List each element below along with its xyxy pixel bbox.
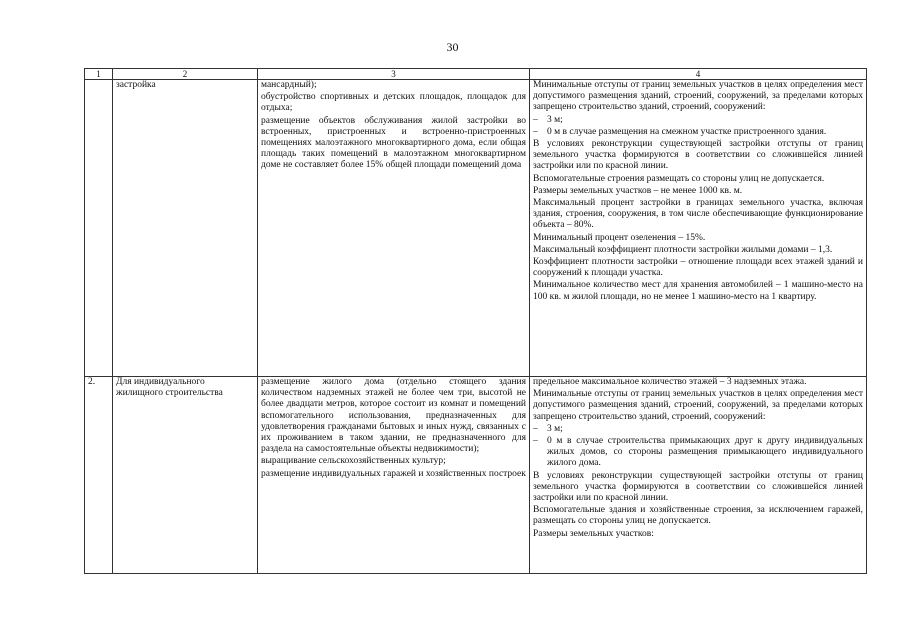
param-paragraph: В условиях реконструкции существующей застройки отступы от границ земельного участка формируются в соответствии со сложившейся линией застройки или по красной линии. bbox=[533, 139, 863, 172]
zone-type-cell bbox=[113, 377, 258, 574]
permitted-uses-cell bbox=[258, 80, 530, 377]
page-number: 30 bbox=[446, 40, 459, 54]
list-item bbox=[533, 127, 863, 138]
list-item-text: 0 м в случае строительства примыкающих друг к другу индивидуальных жилых домов, со стороны размещения примыкающего индивидуального жилого дома. bbox=[547, 436, 863, 469]
use-paragraph: размещение индивидуальных гаражей и хозяйственных построек bbox=[261, 468, 526, 479]
param-paragraph: Максимальный процент застройки в границах земельного участка, включая здания, строения, сооружения, в том числе обеспечивающие функционирование объекта – 80%. bbox=[533, 198, 863, 231]
param-paragraph: Коэффициент плотности застройки – отношение площади всех этажей зданий и сооружений к площади участка. bbox=[533, 257, 863, 279]
dash-marker: – bbox=[533, 436, 538, 447]
param-paragraph: Минимальный процент озеленения – 15%. bbox=[533, 232, 706, 243]
table-row bbox=[85, 80, 867, 377]
list-item bbox=[533, 436, 863, 470]
param-paragraph: В условиях реконструкции существующей застройки отступы от границ земельного участка формируются в соответствии со сложившейся линией застройки или по красной линии. bbox=[533, 470, 863, 504]
list-item bbox=[533, 424, 863, 435]
header-col-3: 3 bbox=[258, 69, 530, 80]
list-item-text: 3 м; bbox=[547, 114, 563, 125]
header-col-2: 2 bbox=[113, 69, 258, 80]
use-paragraph: выращивание сельскохозяйственных культур; bbox=[261, 456, 446, 467]
param-paragraph: Вспомогательные строения размещать со стороны улиц не допускается. bbox=[533, 173, 825, 184]
row-number bbox=[85, 80, 113, 377]
param-paragraph: Минимальные отступы от границ земельных участков в целях определения мест допустимого размещения зданий, строений, сооружений, за пределами которых запрещено строительство зданий, строений, сооружений: bbox=[533, 389, 863, 422]
param-paragraph: Минимальные отступы от границ земельных участков в целях определения мест допустимого размещения зданий, строений, сооружений, за пределами которых запрещено строительство зданий, строений, сооружений: bbox=[533, 80, 863, 113]
param-paragraph: Размеры земельных участков – не менее 1000 кв. м. bbox=[533, 185, 743, 196]
table-header-row bbox=[85, 69, 867, 80]
param-paragraph: Минимальное количество мест для хранения автомобилей – 1 машино-место на 100 кв. м жилой площади, но не менее 1 машино-место на 1 квартиру. bbox=[533, 280, 863, 302]
param-paragraph: Размеры земельных участков: bbox=[533, 528, 654, 539]
table-row bbox=[85, 377, 867, 574]
parameters-cell bbox=[530, 80, 867, 377]
use-paragraph: обустройство спортивных и детских площадок, площадок для отдыха; bbox=[261, 92, 526, 114]
row-number: 2. bbox=[85, 377, 113, 574]
zone-type: Для индивидуального жилищного строительства bbox=[116, 377, 223, 399]
parameters-cell bbox=[530, 377, 867, 574]
param-paragraph: Вспомогательные здания и хозяйственные строения, за исключением гаражей, размещать со стороны улиц не допускается. bbox=[533, 505, 863, 527]
param-paragraph: предельное максимальное количество этажей – 3 надземных этажа. bbox=[533, 377, 807, 387]
use-paragraph: мансардный); bbox=[261, 80, 317, 90]
list-item-text: 3 м; bbox=[547, 423, 563, 434]
zone-type: застройка bbox=[116, 80, 156, 90]
use-paragraph: размещение объектов обслуживания жилой застройки во встроенных, пристроенных и встроенно-пристроенных помещениях малоэтажного многоквартирного дома, если общая площадь таких помещений в малоэтажном многоквартирном доме не составляет более 15% общей площади помещений дома bbox=[261, 115, 526, 171]
list-item-text: 0 м в случае размещения на смежном участке пристроенного здания. bbox=[547, 126, 827, 137]
dash-marker: – bbox=[533, 423, 538, 434]
zoning-table bbox=[84, 68, 867, 574]
use-paragraph: размещение жилого дома (отдельно стоящего здания количеством надземных этажей не более чем три, высотой не более двадцати метров, которое состоит из комнат и помещений вспомогательного использования, предназначенных для удовлетворения гражданами бытовых и иных нужд, связанных с их проживанием в таком здании, не предназначенного для раздела на самостоятельные объекты недвижимости); bbox=[261, 377, 526, 455]
header-col-4: 4 bbox=[530, 69, 867, 80]
permitted-uses-cell bbox=[258, 377, 530, 574]
param-paragraph: Максимальный коэффициент плотности застройки жилыми домами – 1,3. bbox=[533, 244, 833, 255]
header-col-1: 1 bbox=[85, 69, 113, 80]
zone-type-cell bbox=[113, 80, 258, 377]
list-item bbox=[533, 115, 863, 126]
dash-marker: – bbox=[533, 126, 538, 137]
dash-marker: – bbox=[533, 114, 538, 125]
